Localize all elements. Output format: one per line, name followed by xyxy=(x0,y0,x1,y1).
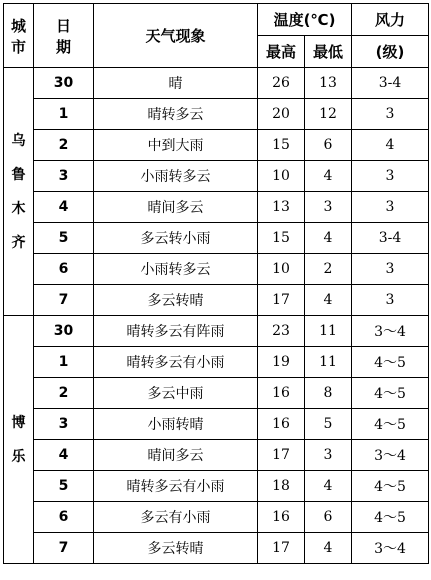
wind-unit-header: (级) xyxy=(352,36,429,68)
city-name-char: 乐 xyxy=(11,448,26,465)
day-cell: 1 xyxy=(34,347,94,378)
wind-cell: 4～5 xyxy=(352,502,429,533)
day-cell: 5 xyxy=(34,471,94,502)
max-temp-cell: 10 xyxy=(258,254,305,285)
city-name xyxy=(10,124,28,260)
city-name xyxy=(10,406,28,474)
wind-cell: 4～5 xyxy=(352,409,429,440)
wind-cell: 3～4 xyxy=(352,440,429,471)
day-cell: 6 xyxy=(34,502,94,533)
table-row xyxy=(4,378,429,409)
max-temp-cell: 17 xyxy=(258,285,305,316)
min-temp-cell: 8 xyxy=(305,378,352,409)
min-temp-cell: 3 xyxy=(305,192,352,223)
weather-cell: 多云转晴 xyxy=(94,285,258,316)
weather-cell: 多云有小雨 xyxy=(94,502,258,533)
wind-cell: 3 xyxy=(352,285,429,316)
max-temp-cell: 15 xyxy=(258,130,305,161)
max-temp-cell: 15 xyxy=(258,223,305,254)
day-cell: 4 xyxy=(34,440,94,471)
max-temp-cell: 16 xyxy=(258,502,305,533)
min-temp-cell: 5 xyxy=(305,409,352,440)
max-temp-cell: 19 xyxy=(258,347,305,378)
max-temp-cell: 17 xyxy=(258,440,305,471)
wind-cell: 4～5 xyxy=(352,471,429,502)
weather-cell: 多云中雨 xyxy=(94,378,258,409)
city-name-char: 木 xyxy=(11,200,26,217)
day-cell: 5 xyxy=(34,223,94,254)
day-cell: 1 xyxy=(34,99,94,130)
phenomenon-column-header: 天气现象 xyxy=(94,4,258,68)
max-temp-cell: 18 xyxy=(258,471,305,502)
wind-cell: 3-4 xyxy=(352,68,429,99)
max-temp-cell: 16 xyxy=(258,378,305,409)
table-row xyxy=(4,409,429,440)
max-temp-cell: 23 xyxy=(258,316,305,347)
table-row xyxy=(4,130,429,161)
table-row xyxy=(4,347,429,378)
weather-cell: 晴转多云有小雨 xyxy=(94,471,258,502)
city-name-char: 鲁 xyxy=(11,166,26,183)
min-temp-cell: 13 xyxy=(305,68,352,99)
max-temp-cell: 13 xyxy=(258,192,305,223)
day-cell: 7 xyxy=(34,285,94,316)
date-header-bottom: 期 xyxy=(55,37,71,56)
city-name-char: 乌 xyxy=(11,132,26,149)
weather-cell: 小雨转晴 xyxy=(94,409,258,440)
max-temp-cell: 17 xyxy=(258,533,305,564)
table-row xyxy=(4,440,429,471)
city-column-header xyxy=(4,4,34,68)
min-temp-cell: 6 xyxy=(305,502,352,533)
wind-column-header: 风力 xyxy=(352,4,429,36)
table-row xyxy=(4,502,429,533)
table-row xyxy=(4,99,429,130)
weather-cell: 晴转多云 xyxy=(94,99,258,130)
wind-cell: 4～5 xyxy=(352,378,429,409)
wind-cell: 4 xyxy=(352,130,429,161)
min-temp-cell: 3 xyxy=(305,440,352,471)
min-temp-cell: 2 xyxy=(305,254,352,285)
max-temp-cell: 10 xyxy=(258,161,305,192)
city-name-char: 博 xyxy=(11,414,26,431)
city-name-char: 齐 xyxy=(11,234,26,251)
date-column-header xyxy=(34,4,94,68)
min-temp-cell: 6 xyxy=(305,130,352,161)
weather-cell: 晴 xyxy=(94,68,258,99)
weather-cell: 晴转多云有阵雨 xyxy=(94,316,258,347)
day-cell: 4 xyxy=(34,192,94,223)
weather-cell: 晴转多云有小雨 xyxy=(94,347,258,378)
header-row-1 xyxy=(4,4,429,36)
city-header-bottom: 市 xyxy=(10,37,26,56)
weather-cell: 晴间多云 xyxy=(94,440,258,471)
min-temp-cell: 11 xyxy=(305,316,352,347)
min-temp-cell: 4 xyxy=(305,471,352,502)
max-temp-cell: 26 xyxy=(258,68,305,99)
wind-cell: 4～5 xyxy=(352,347,429,378)
day-cell: 7 xyxy=(34,533,94,564)
wind-cell: 3 xyxy=(352,161,429,192)
city-name-cell xyxy=(4,316,34,564)
table-row xyxy=(4,161,429,192)
weather-cell: 多云转晴 xyxy=(94,533,258,564)
wind-cell: 3～4 xyxy=(352,533,429,564)
min-temp-header: 最低 xyxy=(305,36,352,68)
table-row xyxy=(4,192,429,223)
city-header-top: 城 xyxy=(10,16,26,35)
min-temp-cell: 12 xyxy=(305,99,352,130)
day-cell: 30 xyxy=(34,68,94,99)
day-cell: 2 xyxy=(34,130,94,161)
table-body xyxy=(4,68,429,564)
wind-cell: 3 xyxy=(352,99,429,130)
weather-cell: 多云转小雨 xyxy=(94,223,258,254)
weather-cell: 小雨转多云 xyxy=(94,254,258,285)
city-name-cell xyxy=(4,68,34,316)
min-temp-cell: 11 xyxy=(305,347,352,378)
max-temp-cell: 16 xyxy=(258,409,305,440)
day-cell: 6 xyxy=(34,254,94,285)
wind-cell: 3 xyxy=(352,192,429,223)
min-temp-cell: 4 xyxy=(305,161,352,192)
table-row xyxy=(4,254,429,285)
wind-cell: 3～4 xyxy=(352,316,429,347)
day-cell: 3 xyxy=(34,409,94,440)
table-row xyxy=(4,533,429,564)
table-row xyxy=(4,68,429,99)
table-row xyxy=(4,223,429,254)
day-cell: 30 xyxy=(34,316,94,347)
weather-cell: 晴间多云 xyxy=(94,192,258,223)
weather-forecast-table xyxy=(3,3,429,564)
table-row xyxy=(4,285,429,316)
wind-cell: 3 xyxy=(352,254,429,285)
max-temp-header: 最高 xyxy=(258,36,305,68)
weather-cell: 小雨转多云 xyxy=(94,161,258,192)
day-cell: 3 xyxy=(34,161,94,192)
max-temp-cell: 20 xyxy=(258,99,305,130)
temperature-column-header: 温度(℃) xyxy=(258,4,352,36)
min-temp-cell: 4 xyxy=(305,285,352,316)
table-row xyxy=(4,316,429,347)
min-temp-cell: 4 xyxy=(305,533,352,564)
min-temp-cell: 4 xyxy=(305,223,352,254)
table-row xyxy=(4,471,429,502)
date-header-top: 日 xyxy=(55,16,71,35)
wind-cell: 3-4 xyxy=(352,223,429,254)
weather-cell: 中到大雨 xyxy=(94,130,258,161)
day-cell: 2 xyxy=(34,378,94,409)
